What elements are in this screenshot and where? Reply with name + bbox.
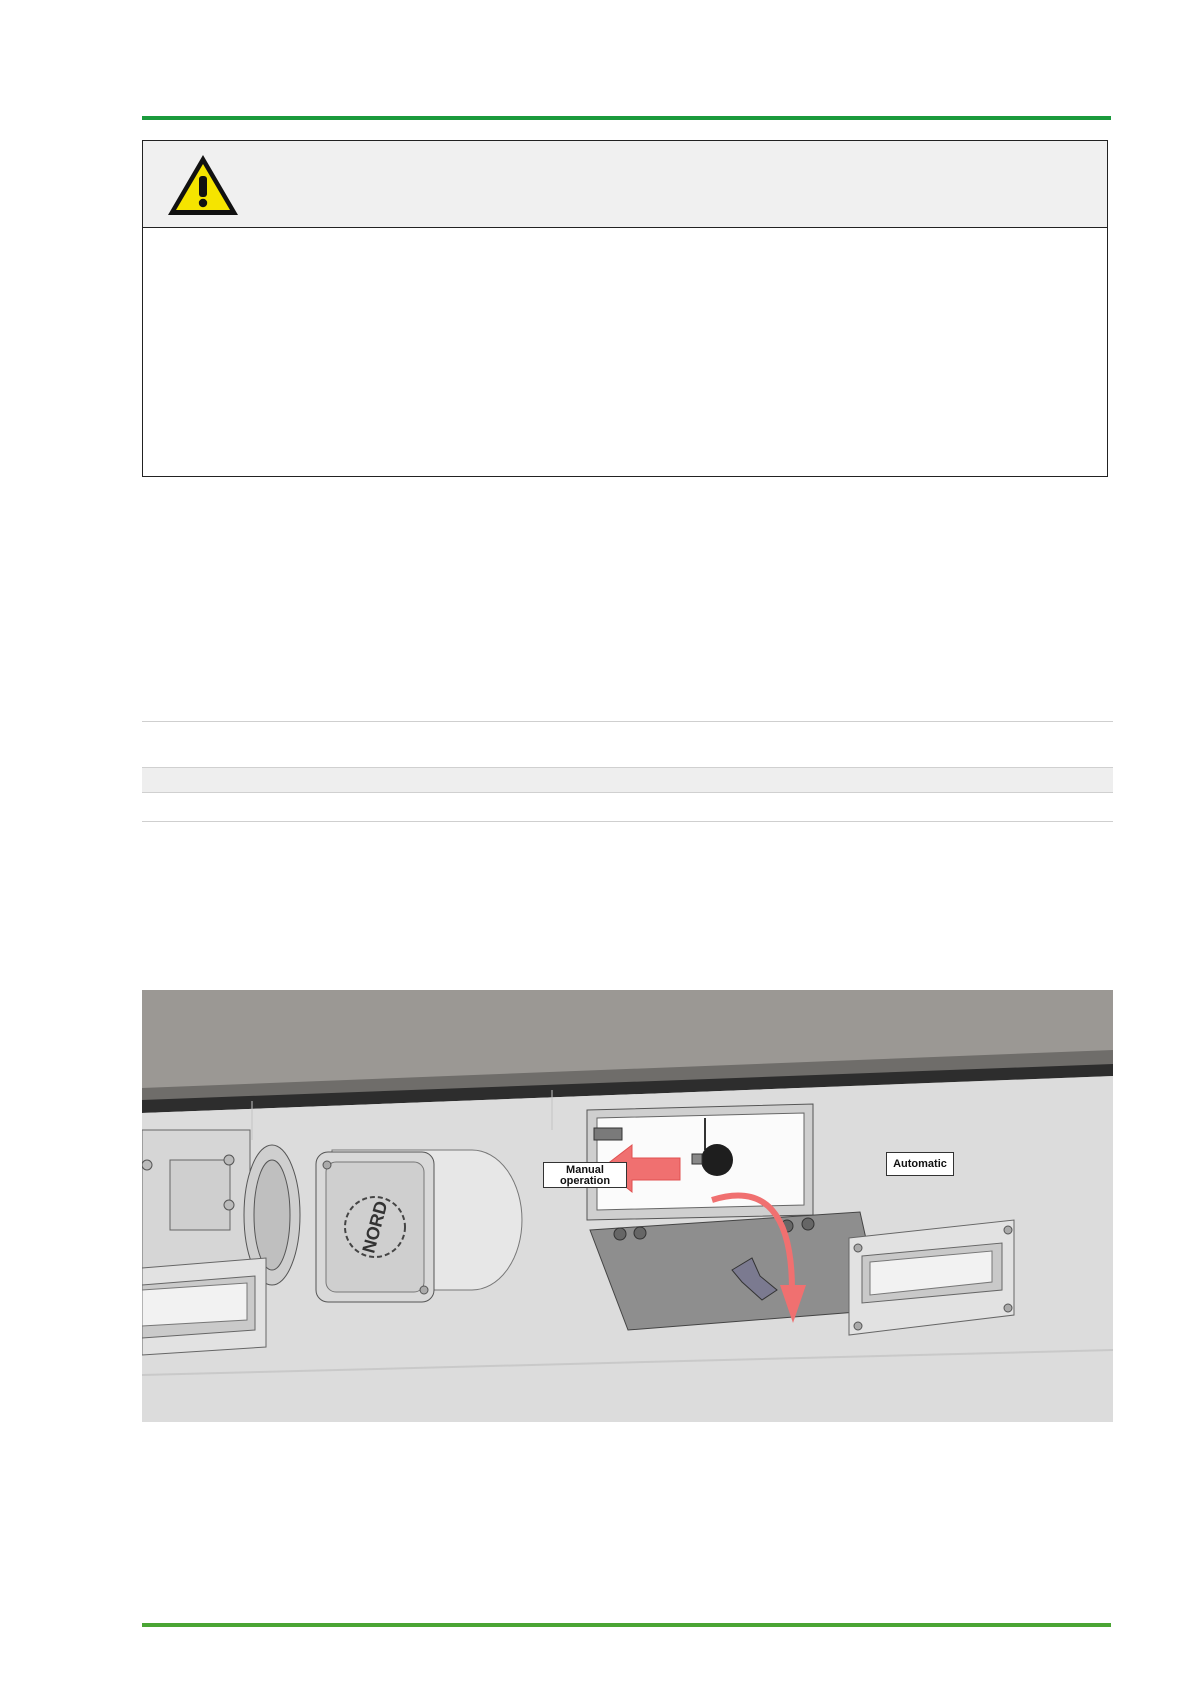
- left-handle-plate: [142, 1258, 266, 1355]
- right-handle-plate: [849, 1220, 1014, 1335]
- table-top-line: [142, 721, 1113, 722]
- illustration: [142, 990, 1113, 1422]
- warning-triangle-icon: [165, 152, 241, 218]
- callout-manual-line2: operation: [559, 1175, 611, 1187]
- door-mechanism-drawing: [142, 990, 1113, 1422]
- warning-box: [142, 140, 1108, 477]
- table-header-row: [142, 767, 1113, 793]
- warning-body: [143, 228, 1107, 476]
- gearbox: [142, 1130, 250, 1280]
- warning-header: [143, 141, 1107, 228]
- release-flap: [590, 1212, 882, 1330]
- callout-automatic: Automatic: [886, 1152, 954, 1176]
- terminal-box: [316, 1152, 434, 1302]
- callout-manual-line1: Manual: [566, 1164, 604, 1176]
- footer-rule: [142, 1623, 1111, 1627]
- nord-logo: NORD: [358, 1198, 392, 1256]
- release-knob: [701, 1144, 733, 1176]
- header-rule: [142, 116, 1111, 120]
- table-bottom-line: [142, 821, 1113, 822]
- callout-manual-operation: [543, 1162, 627, 1188]
